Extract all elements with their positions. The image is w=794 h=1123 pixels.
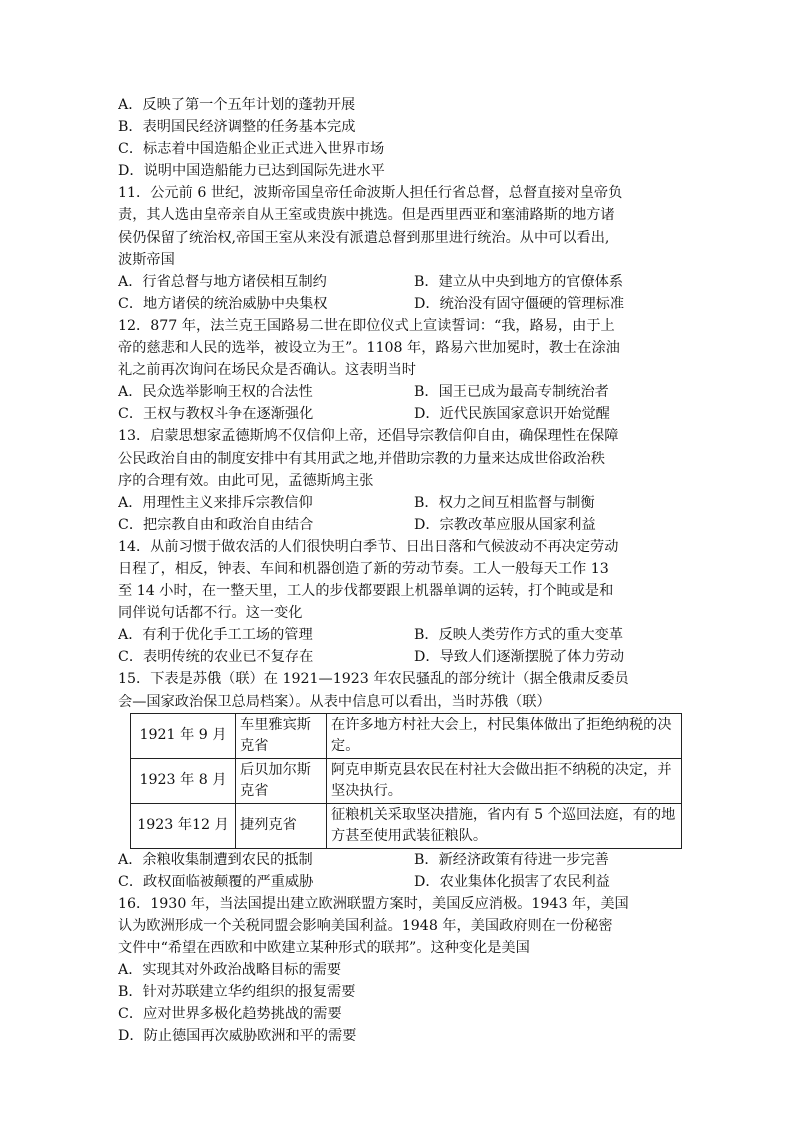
- q14-stem-line: 同伴说句话都不行。这一变化: [118, 605, 303, 622]
- q15-data-table: [130, 713, 682, 849]
- q15-stem-line: 15．下表是苏俄（联）在 1921—1923 年农民骚乱的部分统计（据全俄肃反委员: [118, 671, 629, 688]
- q10-option-a: A．反映了第一个五年计划的蓬勃开展: [118, 97, 356, 113]
- q15-options-row: [118, 871, 684, 893]
- q16-option-b: B．针对苏联建立华约组织的报复需要: [118, 984, 356, 1001]
- table-cell-event: 征粮机关采取坚决措施，省内有 5 个巡回法庭，有的地方甚至使用武装征粮队。: [327, 803, 682, 848]
- q13-stem-line: 13．启蒙思想家孟德斯鸠不仅信仰上帝，还倡导宗教信仰自由，确保理性在保障: [118, 428, 619, 445]
- q13-option-a: A．用理性主义来排斥宗教信仰: [118, 494, 313, 511]
- q11-stem-line: 侯仍保留了统治权,帝国王室从来没有派遣总督到那里进行统治。从中可以看出,: [118, 229, 610, 246]
- table-cell-place: 车里雅宾斯克省: [236, 713, 327, 758]
- table-cell-event: 在许多地方村社大会上，村民集体做出了拒绝纳税的决定。: [327, 713, 682, 758]
- table-row: [131, 803, 682, 848]
- q13-option-b: B．权力之间互相监督与制衡: [414, 494, 595, 511]
- q13-options-row: [118, 514, 684, 536]
- table-cell-event: 阿克申斯克县农民在村社大会做出拒不纳税的决定，并坚决执行。: [327, 758, 682, 803]
- q11-stem-line: 11．公元前 6 世纪，波斯帝国皇帝任命波斯人担任行省总督，总督直接对皇帝负: [118, 185, 623, 202]
- q16-option-c: C．应对世界多极化趋势挑战的需要: [118, 1006, 342, 1023]
- table-cell-place: 后贝加尔斯克省: [236, 758, 327, 803]
- q14-option-a: A．有利于优化手工工场的管理: [118, 627, 313, 644]
- q12-option-c: C．王权与教权斗争在逐渐强化: [118, 406, 314, 423]
- q13-stem-line: 序的合理有效。由此可见，孟德斯鸠主张: [118, 472, 374, 489]
- q16-stem-line: 文件中“希望在西欧和中欧建立某种形式的联邦”。这种变化是美国: [118, 940, 530, 956]
- q11-option-b: B．建立从中央到地方的官僚体系: [414, 273, 624, 290]
- q13-options-row: [118, 492, 684, 514]
- q16-option-a: A．实现其对外政治战略目标的需要: [118, 962, 342, 979]
- exam-page: [118, 94, 684, 1047]
- q14-stem-line: 日程了，相反，钟表、车间和机器创造了新的劳动节奏。工人一般每天工作 13: [118, 560, 609, 577]
- q12-stem-line: 帝的慈悲和人民的选举，被设立为王”。1108 年，路易六世加冕时，教士在涂油: [118, 340, 620, 357]
- q13-stem-line: 公民政治自由的制度安排中有其用武之地,并借助宗教的力量来达成世俗政治秩: [118, 450, 605, 467]
- q12-stem-line: 12．877 年，法兰克王国路易二世在即位仪式上宣读誓词：“我，路易，由于上: [118, 317, 615, 334]
- q10-option-d: D．说明中国造船能力已达到国际先进水平: [118, 163, 385, 180]
- q12-options-row: [118, 403, 684, 425]
- q14-option-b: B．反映人类劳作方式的重大变革: [414, 627, 624, 644]
- q12-option-a: A．民众选举影响王权的合法性: [118, 384, 313, 401]
- q14-option-c: C．表明传统的农业已不复存在: [118, 649, 314, 666]
- table-cell-date: 1923 年12 月: [131, 803, 236, 848]
- q11-options-row: [118, 293, 684, 315]
- q11-option-c: C．地方诸侯的统治威胁中央集权: [118, 295, 328, 312]
- q13-option-c: C．把宗教自由和政治自由结合: [118, 516, 314, 533]
- table-cell-date: 1923 年 8 月: [131, 758, 236, 803]
- q15-option-c: C．政权面临被颠覆的严重威胁: [118, 873, 314, 890]
- q15-option-b: B．新经济政策有待进一步完善: [414, 851, 609, 868]
- q10-option-c: C．标志着中国造船企业正式进入世界市场: [118, 141, 385, 158]
- q16-stem-line: 16．1930 年，当法国提出建立欧洲联盟方案时，美国反应消极。1943 年，美国: [118, 895, 629, 912]
- q10-option-b: B．表明国民经济调整的任务基本完成: [118, 119, 356, 136]
- q14-options-row: [118, 624, 684, 646]
- q15-stem-line: 会—国家政治保卫总局档案）。从表中信息可以看出，当时苏俄（联）: [118, 693, 551, 710]
- q12-option-d: D．近代民族国家意识开始觉醒: [414, 406, 610, 423]
- q11-stem-line: 波斯帝国: [118, 251, 175, 268]
- table-cell-date: 1921 年 9 月: [131, 713, 236, 758]
- q11-options-row: [118, 271, 684, 293]
- q14-option-d: D．导致人们逐渐摆脱了体力劳动: [414, 649, 625, 666]
- q14-options-row: [118, 646, 684, 668]
- q14-stem-line: 14．从前习惯于做农活的人们很快明白季节、日出日落和气候波动不再决定劳动: [118, 538, 619, 555]
- q12-option-b: B．国王已成为最高专制统治者: [414, 384, 609, 401]
- q15-options-row: [118, 849, 684, 871]
- q14-stem-line: 至 14 小时，在一整天里，工人的步伐都要跟上机器单调的运转，打个盹或是和: [118, 583, 614, 600]
- q12-stem-line: 礼之前再次询问在场民众是否确认。这表明当时: [118, 362, 416, 379]
- q15-option-a: A．余粮收集制遭到农民的抵制: [118, 851, 313, 868]
- q11-option-a: A．行省总督与地方诸侯相互制约: [118, 273, 327, 290]
- q16-option-d: D．防止德国再次威胁欧洲和平的需要: [118, 1028, 357, 1045]
- table-row: [131, 758, 682, 803]
- table-row: [131, 713, 682, 758]
- q16-stem-line: 认为欧洲形成一个关税同盟会影响美国利益。1948 年，美国政府则在一份秘密: [118, 917, 613, 934]
- q11-option-d: D．统治没有固守僵硬的管理标准: [414, 295, 625, 312]
- q13-option-d: D．宗教改革应服从国家利益: [414, 516, 596, 533]
- table-cell-place: 捷列克省: [236, 803, 327, 848]
- q15-option-d: D．农业集体化损害了农民利益: [414, 873, 610, 890]
- q11-stem-line: 责，其人选由皇帝亲自从王室或贵族中挑选。但是西里西亚和塞浦路斯的地方诸: [118, 207, 615, 224]
- q12-options-row: [118, 381, 684, 403]
